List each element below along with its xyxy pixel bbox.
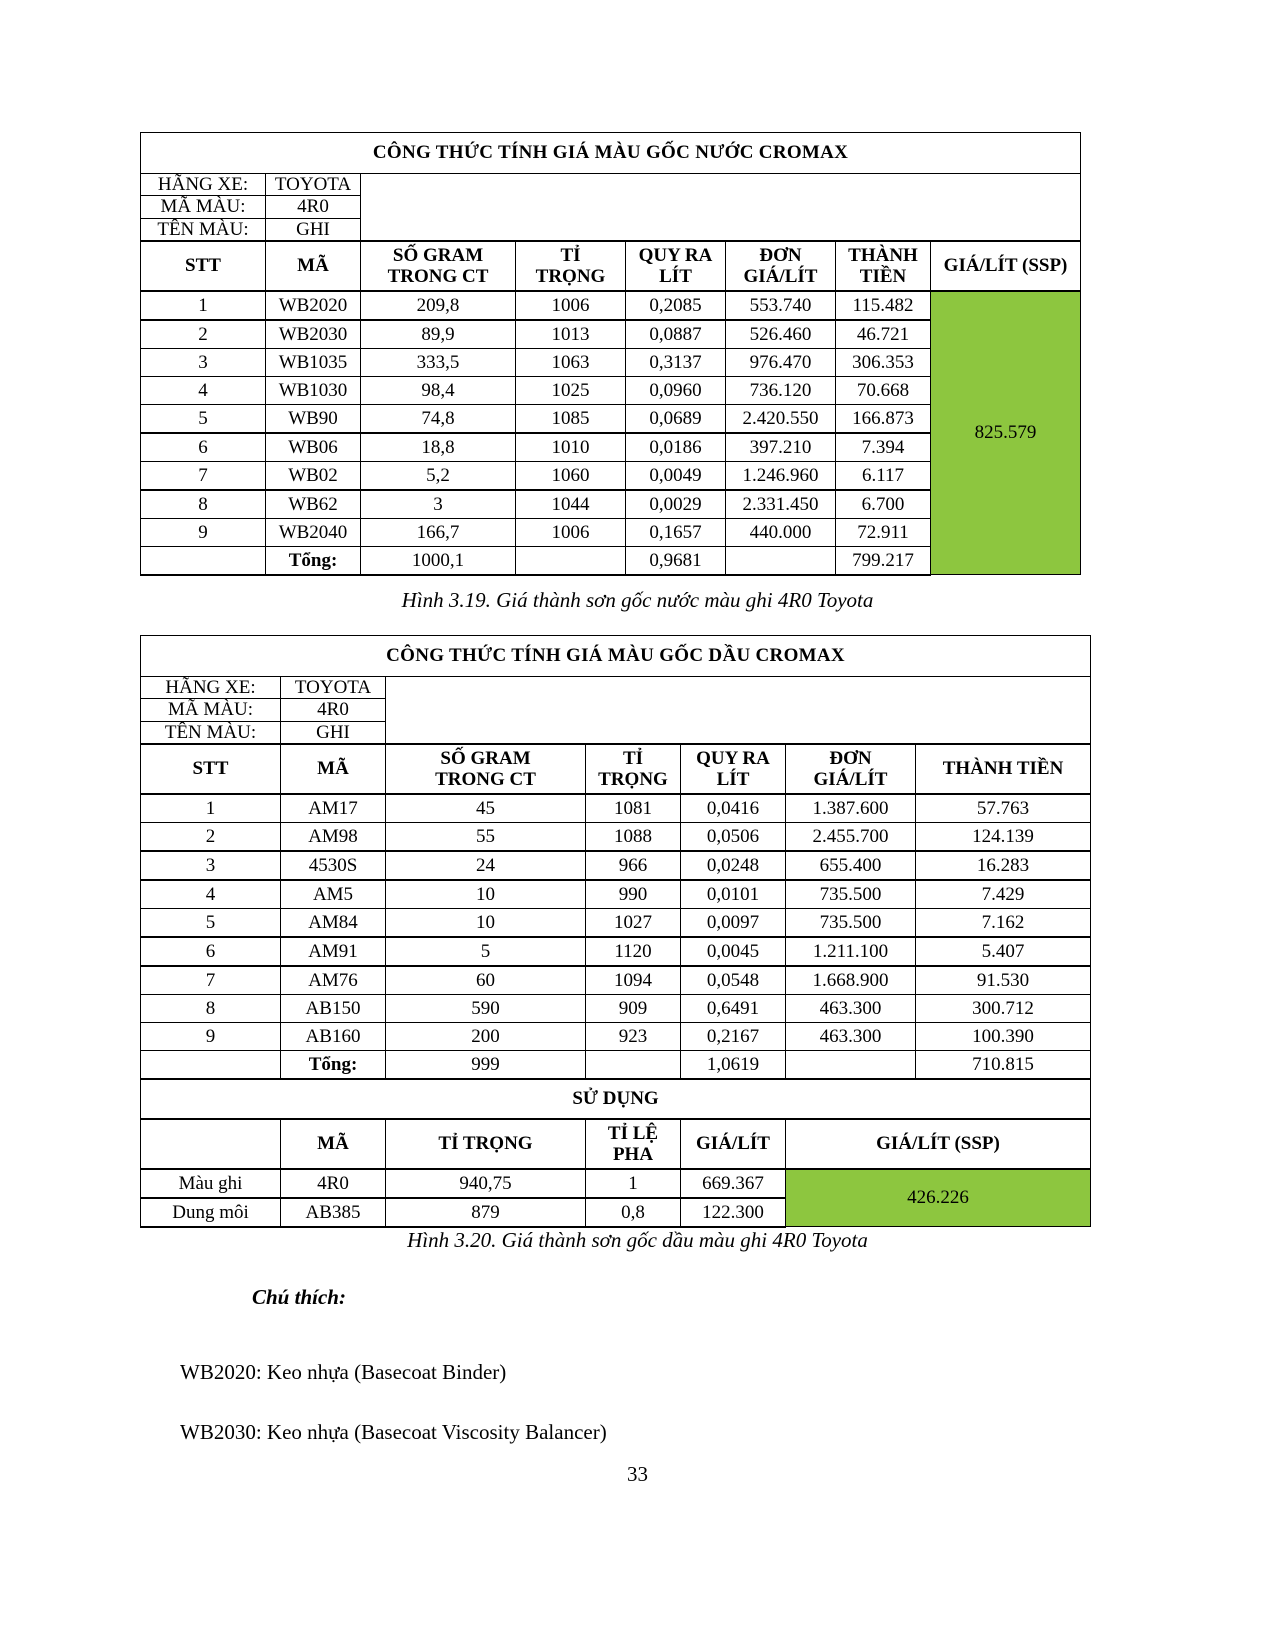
th-so-gram-line2: TRONG CT	[387, 265, 489, 287]
cell-thanh-tien: 7.162	[916, 908, 1091, 937]
cell-quy-ra-lit: 0,0689	[626, 404, 726, 433]
table2-meta-row-ten-mau	[141, 721, 1091, 744]
cell-don-gia-lit: 463.300	[786, 1022, 916, 1050]
cell-so-gram: 55	[386, 822, 586, 851]
cell-stt: 2	[141, 822, 281, 851]
cell-total-label: Tổng:	[281, 1050, 386, 1079]
cell-ma: WB2040	[266, 518, 361, 546]
cell-total-so-gram: 1000,1	[361, 546, 516, 575]
cell-stt: 1	[141, 794, 281, 823]
cell-don-gia-lit: 1.668.900	[786, 966, 916, 995]
cell-stt: 7	[141, 461, 266, 490]
cell-so-gram: 166,7	[361, 518, 516, 546]
label-ma-mau: MÃ MÀU:	[141, 699, 281, 721]
table-row	[141, 794, 1091, 823]
table-cromax-oilbase	[140, 635, 1091, 1228]
cell-thanh-tien: 124.139	[916, 822, 1091, 851]
th-don-gia-line2: GIÁ/LÍT	[813, 768, 888, 790]
value-ten-mau: GHI	[266, 218, 361, 241]
cell-so-gram: 74,8	[361, 404, 516, 433]
cell-usage-label: Màu ghi	[141, 1169, 281, 1198]
cell-so-gram: 3	[361, 490, 516, 519]
notes-heading: Chú thích:	[252, 1285, 346, 1309]
cell-stt: 9	[141, 1022, 281, 1050]
value-hang-xe: TOYOTA	[281, 677, 386, 699]
usage-header-row	[141, 1119, 1091, 1169]
th-ti-trong-line2: TRỌNG	[598, 768, 668, 790]
cell-ma: WB06	[266, 433, 361, 462]
cell-ti-trong: 1027	[586, 908, 681, 937]
cell-stt: 5	[141, 404, 266, 433]
th-thanh-tien-line1: THÀNH	[848, 244, 918, 266]
cell-thanh-tien: 7.429	[916, 880, 1091, 909]
cell-thanh-tien: 5.407	[916, 937, 1091, 966]
cell-usage-ma: AB385	[281, 1198, 386, 1227]
cell-thanh-tien: 6.700	[836, 490, 931, 519]
cell-ti-trong: 1120	[586, 937, 681, 966]
table-row	[141, 966, 1091, 995]
cell-usage-ti-le-pha: 0,8	[586, 1198, 681, 1227]
cell-ma: AB160	[281, 1022, 386, 1050]
cell-total-so-gram: 999	[386, 1050, 586, 1079]
cell-quy-ra-lit: 0,3137	[626, 348, 726, 376]
cell-total-stt	[141, 546, 266, 575]
cell-so-gram: 10	[386, 908, 586, 937]
caption-hinh-3-19: Hình 3.19. Giá thành sơn gốc nước màu ghi 4R0 Toyota	[401, 588, 874, 612]
cell-so-gram: 98,4	[361, 376, 516, 404]
cell-total-don-gia-lit	[726, 546, 836, 575]
cell-usage-ti-trong: 879	[386, 1198, 586, 1227]
cell-ti-trong: 1063	[516, 348, 626, 376]
table-row	[141, 1022, 1091, 1050]
cell-don-gia-lit: 397.210	[726, 433, 836, 462]
label-ten-mau: TÊN MÀU:	[141, 721, 281, 744]
cell-stt: 3	[141, 851, 281, 880]
cell-don-gia-lit: 1.246.960	[726, 461, 836, 490]
cell-ti-trong: 966	[586, 851, 681, 880]
table-row	[141, 937, 1091, 966]
cell-don-gia-lit: 976.470	[726, 348, 836, 376]
cell-stt: 1	[141, 291, 266, 320]
cell-ma: 4530S	[281, 851, 386, 880]
th-don-gia-lit	[726, 241, 836, 291]
cell-thanh-tien: 7.394	[836, 433, 931, 462]
table-row	[141, 851, 1091, 880]
cell-so-gram: 18,8	[361, 433, 516, 462]
th-so-gram-line1: SỐ GRAM	[440, 747, 531, 769]
value-hang-xe: TOYOTA	[266, 174, 361, 196]
table2-title: CÔNG THỨC TÍNH GIÁ MÀU GỐC DẦU CROMAX	[141, 636, 1091, 677]
cell-don-gia-lit: 735.500	[786, 880, 916, 909]
cell-so-gram: 333,5	[361, 348, 516, 376]
cell-thanh-tien: 72.911	[836, 518, 931, 546]
table2-header-row	[141, 744, 1091, 794]
table-row	[141, 880, 1091, 909]
th-ti-trong	[516, 241, 626, 291]
cell-don-gia-lit: 2.455.700	[786, 822, 916, 851]
table-cromax-waterbase	[140, 132, 1081, 576]
th-so-gram-line1: SỐ GRAM	[392, 244, 484, 266]
cell-total-stt	[141, 1050, 281, 1079]
table1-meta-row-ten-mau	[141, 218, 1081, 241]
cell-stt: 2	[141, 320, 266, 349]
cell-don-gia-lit: 526.460	[726, 320, 836, 349]
cell-don-gia-lit: 463.300	[786, 994, 916, 1022]
cell-total-thanh-tien: 799.217	[836, 546, 931, 575]
cell-thanh-tien: 91.530	[916, 966, 1091, 995]
cell-thanh-tien: 166.873	[836, 404, 931, 433]
cell-total-ti-trong	[586, 1050, 681, 1079]
th-don-gia-lit	[786, 744, 916, 794]
cell-ti-trong: 1060	[516, 461, 626, 490]
cell-quy-ra-lit: 0,0887	[626, 320, 726, 349]
th-so-gram-trong-ct	[361, 241, 516, 291]
cell-stt: 8	[141, 490, 266, 519]
cell-don-gia-lit: 1.211.100	[786, 937, 916, 966]
cell-quy-ra-lit: 0,1657	[626, 518, 726, 546]
th-usage-ti-trong: TỈ TRỌNG	[386, 1119, 586, 1169]
table2-meta-blank-2	[386, 699, 1091, 721]
cell-ti-trong: 1088	[586, 822, 681, 851]
table1-meta-row-hang-xe	[141, 174, 1081, 196]
label-ten-mau: TÊN MÀU:	[141, 218, 266, 241]
cell-stt: 4	[141, 880, 281, 909]
cell-don-gia-lit: 655.400	[786, 851, 916, 880]
table-row	[141, 908, 1091, 937]
table-row	[141, 994, 1091, 1022]
cell-thanh-tien: 6.117	[836, 461, 931, 490]
cell-total-thanh-tien: 710.815	[916, 1050, 1091, 1079]
cell-don-gia-lit: 735.500	[786, 908, 916, 937]
cell-ma: AM5	[281, 880, 386, 909]
th-so-gram-line2: TRONG CT	[435, 768, 536, 790]
cell-total-label: Tổng:	[266, 546, 361, 575]
cell-so-gram: 590	[386, 994, 586, 1022]
th-quy-ra-lit-line1: QUY RA	[696, 747, 770, 769]
table2-meta-row-ma-mau	[141, 699, 1091, 721]
th-quy-ra-lit	[681, 744, 786, 794]
th-usage-ma: MÃ	[281, 1119, 386, 1169]
cell-usage-label: Dung môi	[141, 1198, 281, 1227]
cell-ma: WB1035	[266, 348, 361, 376]
usage-section-title: SỬ DỤNG	[141, 1079, 1091, 1119]
label-hang-xe: HÃNG XE:	[141, 677, 281, 699]
cell-thanh-tien: 306.353	[836, 348, 931, 376]
value-ma-mau: 4R0	[281, 699, 386, 721]
cell-so-gram: 10	[386, 880, 586, 909]
cell-don-gia-lit: 2.331.450	[726, 490, 836, 519]
cell-stt: 6	[141, 937, 281, 966]
cell-stt: 8	[141, 994, 281, 1022]
cell-ma: WB2020	[266, 291, 361, 320]
cell-stt: 7	[141, 966, 281, 995]
th-stt: STT	[141, 744, 281, 794]
cell-quy-ra-lit: 0,0097	[681, 908, 786, 937]
table-row	[141, 822, 1091, 851]
th-usage-gia-lit-ssp: GIÁ/LÍT (SSP)	[786, 1119, 1091, 1169]
cell-ti-trong: 1013	[516, 320, 626, 349]
usage-row	[141, 1169, 1091, 1198]
cell-ma: WB62	[266, 490, 361, 519]
cell-don-gia-lit: 2.420.550	[726, 404, 836, 433]
cell-usage-ti-trong: 940,75	[386, 1169, 586, 1198]
cell-ma: AM76	[281, 966, 386, 995]
value-ten-mau: GHI	[281, 721, 386, 744]
th-usage-ti-le-pha	[586, 1119, 681, 1169]
cell-ti-trong: 1006	[516, 518, 626, 546]
cell-thanh-tien: 115.482	[836, 291, 931, 320]
cell-stt: 6	[141, 433, 266, 462]
th-quy-ra-lit	[626, 241, 726, 291]
cell-quy-ra-lit: 0,0248	[681, 851, 786, 880]
cell-ti-trong: 990	[586, 880, 681, 909]
table2-meta-blank-1	[386, 677, 1091, 699]
cell-so-gram: 89,9	[361, 320, 516, 349]
th-quy-ra-lit-line1: QUY RA	[638, 244, 713, 266]
cell-ma: WB1030	[266, 376, 361, 404]
th-ma: MÃ	[281, 744, 386, 794]
cell-so-gram: 60	[386, 966, 586, 995]
cell-so-gram: 45	[386, 794, 586, 823]
cell-total-quy-ra-lit: 1,0619	[681, 1050, 786, 1079]
cell-don-gia-lit: 553.740	[726, 291, 836, 320]
cell-thanh-tien: 46.721	[836, 320, 931, 349]
cell-ti-trong: 1010	[516, 433, 626, 462]
cell-quy-ra-lit: 0,6491	[681, 994, 786, 1022]
cell-quy-ra-lit: 0,0186	[626, 433, 726, 462]
th-ti-trong-line2: TRỌNG	[535, 265, 606, 287]
table1-meta-row-ma-mau	[141, 196, 1081, 218]
cell-usage-ti-le-pha: 1	[586, 1169, 681, 1198]
th-usage-ti-le-pha-line1: TỈ LỆ	[607, 1122, 659, 1144]
th-thanh-tien-line2: TIỀN	[859, 265, 907, 287]
cell-stt: 3	[141, 348, 266, 376]
cell-don-gia-lit: 736.120	[726, 376, 836, 404]
th-don-gia-line2: GIÁ/LÍT	[743, 265, 818, 287]
th-ma: MÃ	[266, 241, 361, 291]
th-usage-ti-le-pha-line2: PHA	[612, 1143, 654, 1165]
note-line-wb2030: WB2030: Keo nhựa (Basecoat Viscosity Balancer)	[180, 1420, 607, 1444]
cell-thanh-tien: 16.283	[916, 851, 1091, 880]
th-ti-trong-line1: TỈ	[622, 747, 644, 769]
cell-quy-ra-lit: 0,0049	[626, 461, 726, 490]
table1-title: CÔNG THỨC TÍNH GIÁ MÀU GỐC NƯỚC CROMAX	[141, 133, 1081, 174]
cell-ti-trong: 1006	[516, 291, 626, 320]
usage-section-title-row	[141, 1079, 1091, 1119]
th-thanh-tien: THÀNH TIỀN	[916, 744, 1091, 794]
cell-ma: WB90	[266, 404, 361, 433]
cell-ma: AM91	[281, 937, 386, 966]
table1-title-row	[141, 133, 1081, 174]
cell-ti-trong: 1025	[516, 376, 626, 404]
th-usage-blank	[141, 1119, 281, 1169]
cell-total-quy-ra-lit: 0,9681	[626, 546, 726, 575]
cell-usage-ma: 4R0	[281, 1169, 386, 1198]
cell-ma: AM98	[281, 822, 386, 851]
th-so-gram-trong-ct	[386, 744, 586, 794]
cell-quy-ra-lit: 0,2085	[626, 291, 726, 320]
cell-ma: AB150	[281, 994, 386, 1022]
cell-ti-trong: 1081	[586, 794, 681, 823]
table-total-row	[141, 1050, 1091, 1079]
page-number: 33	[627, 1462, 648, 1486]
th-don-gia-line1: ĐƠN	[829, 747, 872, 769]
th-don-gia-line1: ĐƠN	[759, 244, 802, 266]
cell-quy-ra-lit: 0,0506	[681, 822, 786, 851]
table1-meta-blank-2	[361, 196, 1081, 218]
cell-quy-ra-lit: 0,0101	[681, 880, 786, 909]
th-thanh-tien	[836, 241, 931, 291]
cell-stt: 9	[141, 518, 266, 546]
cell-quy-ra-lit: 0,2167	[681, 1022, 786, 1050]
cell-so-gram: 5	[386, 937, 586, 966]
cell-ti-trong: 1094	[586, 966, 681, 995]
table-row	[141, 291, 1081, 320]
cell-stt: 4	[141, 376, 266, 404]
table1-meta-blank-3	[361, 218, 1081, 241]
cell-total-ti-trong	[516, 546, 626, 575]
cell-ma: WB2030	[266, 320, 361, 349]
cell-ma: AM17	[281, 794, 386, 823]
cell-thanh-tien: 57.763	[916, 794, 1091, 823]
cell-quy-ra-lit: 0,0416	[681, 794, 786, 823]
cell-don-gia-lit: 1.387.600	[786, 794, 916, 823]
value-ma-mau: 4R0	[266, 196, 361, 218]
note-line-wb2020: WB2020: Keo nhựa (Basecoat Binder)	[180, 1360, 507, 1384]
th-usage-gia-lit: GIÁ/LÍT	[681, 1119, 786, 1169]
cell-usage-gia-lit: 122.300	[681, 1198, 786, 1227]
table2-meta-row-hang-xe	[141, 677, 1091, 699]
table1-meta-blank-1	[361, 174, 1081, 196]
label-ma-mau: MÃ MÀU:	[141, 196, 266, 218]
cell-don-gia-lit: 440.000	[726, 518, 836, 546]
table2-title-row	[141, 636, 1091, 677]
cell-ma: AM84	[281, 908, 386, 937]
cell-quy-ra-lit: 0,0029	[626, 490, 726, 519]
cell-thanh-tien: 70.668	[836, 376, 931, 404]
th-quy-ra-lit-line2: LÍT	[659, 265, 692, 287]
cell-total-don-gia-lit	[786, 1050, 916, 1079]
th-ti-trong	[586, 744, 681, 794]
cell-ti-trong: 909	[586, 994, 681, 1022]
cell-ti-trong: 1044	[516, 490, 626, 519]
cell-thanh-tien: 300.712	[916, 994, 1091, 1022]
cell-stt: 5	[141, 908, 281, 937]
th-quy-ra-lit-line2: LÍT	[716, 768, 750, 790]
cell-so-gram: 200	[386, 1022, 586, 1050]
cell-quy-ra-lit: 0,0045	[681, 937, 786, 966]
cell-ma: WB02	[266, 461, 361, 490]
cell-usage-gia-lit: 669.367	[681, 1169, 786, 1198]
th-ti-trong-line1: TỈ	[560, 244, 581, 266]
table1-header-row	[141, 241, 1081, 291]
label-hang-xe: HÃNG XE:	[141, 174, 266, 196]
cell-so-gram: 209,8	[361, 291, 516, 320]
cell-gia-lit-ssp-value: 825.579	[931, 291, 1081, 575]
cell-ti-trong: 923	[586, 1022, 681, 1050]
cell-thanh-tien: 100.390	[916, 1022, 1091, 1050]
cell-so-gram: 24	[386, 851, 586, 880]
cell-usage-gia-lit-ssp-value: 426.226	[786, 1169, 1091, 1227]
cell-ti-trong: 1085	[516, 404, 626, 433]
table2-meta-blank-3	[386, 721, 1091, 744]
th-gia-lit-ssp: GIÁ/LÍT (SSP)	[931, 241, 1081, 291]
cell-so-gram: 5,2	[361, 461, 516, 490]
cell-quy-ra-lit: 0,0548	[681, 966, 786, 995]
th-stt: STT	[141, 241, 266, 291]
cell-quy-ra-lit: 0,0960	[626, 376, 726, 404]
caption-hinh-3-20: Hình 3.20. Giá thành sơn gốc dầu màu ghi 4R0 Toyota	[407, 1228, 868, 1252]
